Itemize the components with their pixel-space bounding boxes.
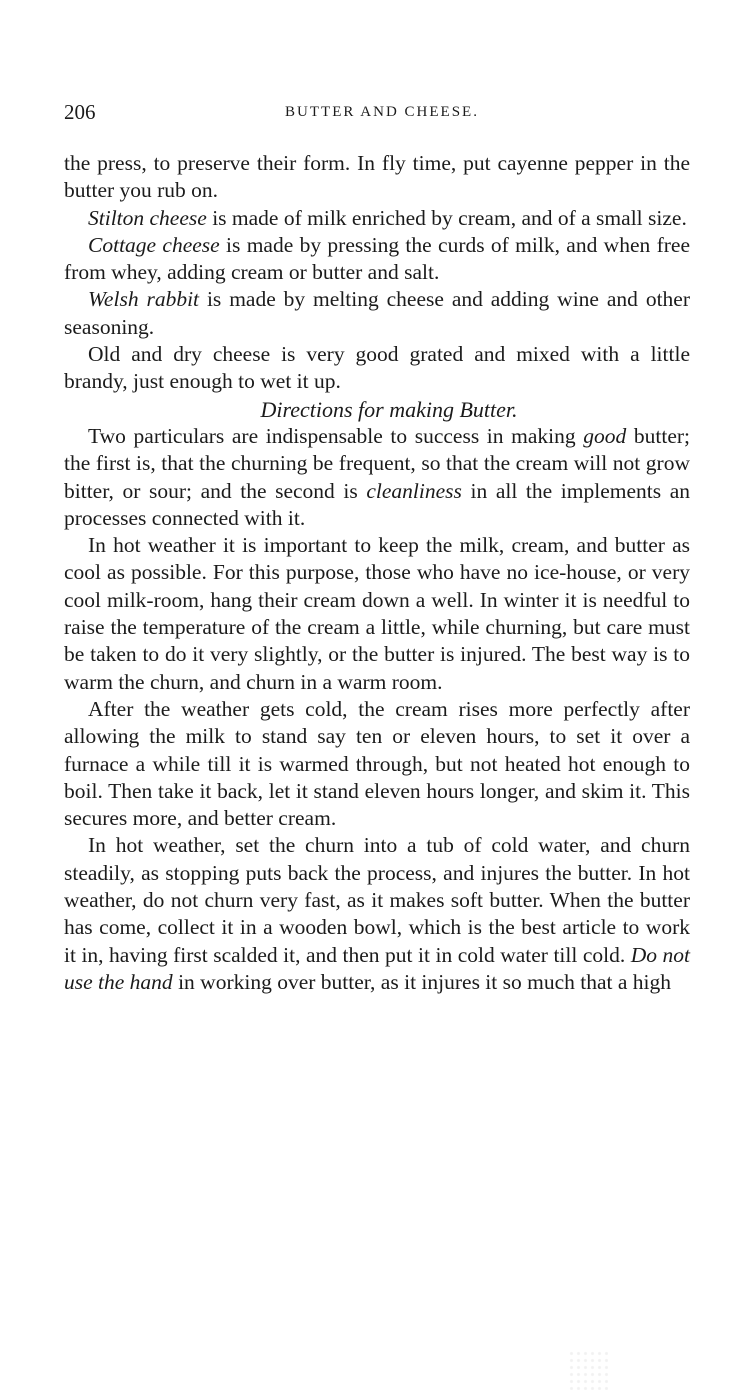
paragraph-text: After the weather gets cold, the cream rises more perfectly after allowing the milk to stand say ten or eleven hours, to set it over a furnace a while till it is warmed through, but not heated hot enough to boil. Then take it back, let it stand eleven hours longer, and skim it. This secures more, and better cream. bbox=[64, 696, 690, 831]
term-cottage: Cottage cheese bbox=[88, 232, 220, 257]
emphasis-cleanliness: cleanliness bbox=[366, 478, 462, 503]
paragraph-cottage bbox=[64, 232, 690, 287]
paragraph-text: Two particulars are indispensable to success in making bbox=[88, 423, 584, 448]
paragraph-text: is made by pressing the curds of milk, and when free from whey, adding cream or butter and salt. bbox=[64, 232, 690, 285]
page-header bbox=[64, 100, 690, 128]
paragraph-cold-weather bbox=[64, 696, 690, 832]
paragraph-text: In hot weather, set the churn into a tub of cold water, and churn steadily, as stopping puts back the process, and injures the butter. In hot weather, do not churn very fast, as it makes soft butter. When the butter has come, collect it in a wooden bowl, which is the best article to work it in, having first scalded it, and then put it in cold water till cold. bbox=[64, 833, 690, 967]
paper-speckle bbox=[568, 1350, 608, 1390]
paragraph-text: is made by melting cheese and adding wine and other seasoning. bbox=[64, 287, 690, 339]
paragraph-text: In hot weather it is important to keep the milk, cream, and butter as cool as possible. For this purpose, those who have no ice-house, or very cool milk-room, hang their cream down a well. In winter it is needful to raise the temperature of the cream a little, while churning, but care must be taken to do it very slightly, or the butter is injured. The best way is to warm the churn, and churn in a warm room. bbox=[64, 533, 690, 694]
paragraph-hot-weather bbox=[64, 532, 690, 696]
paragraph-welsh bbox=[64, 286, 690, 341]
paragraph-stilton bbox=[64, 205, 690, 232]
paragraph-text: butter; the first is, that the churning be frequent, so that the cream will not grow bitter, or sour; and the second is bbox=[64, 423, 691, 503]
emphasis-hand: Do not use the hand bbox=[64, 942, 691, 994]
page-body bbox=[64, 150, 690, 996]
paragraph-old-cheese bbox=[64, 341, 690, 396]
book-page bbox=[64, 100, 690, 996]
term-welsh: Welsh rabbit bbox=[88, 287, 200, 312]
page-number: 206 bbox=[64, 100, 96, 124]
paragraph-text: in all the implements an processes connected with it. bbox=[64, 478, 690, 530]
paragraph-particulars bbox=[64, 423, 690, 532]
term-stilton: Stilton cheese bbox=[88, 205, 207, 230]
paragraph-text: Old and dry cheese is very good grated and mixed with a little brandy, just enough to wet it up. bbox=[64, 342, 690, 394]
section-heading: Directions for making Butter. bbox=[260, 396, 518, 422]
running-head: BUTTER AND CHEESE. bbox=[285, 104, 479, 120]
emphasis-good: good bbox=[583, 423, 627, 448]
paragraph-text: is made of milk enriched by cream, and of a small size. bbox=[206, 205, 687, 230]
paragraph-press bbox=[64, 150, 690, 205]
paragraph-churn bbox=[64, 832, 690, 996]
paragraph-text: in working over butter, as it injures it so much that a high bbox=[172, 969, 672, 994]
paragraph-text: the press, to preserve their form. In fly time, put cayenne pepper in the butter you rub on. bbox=[64, 151, 690, 203]
